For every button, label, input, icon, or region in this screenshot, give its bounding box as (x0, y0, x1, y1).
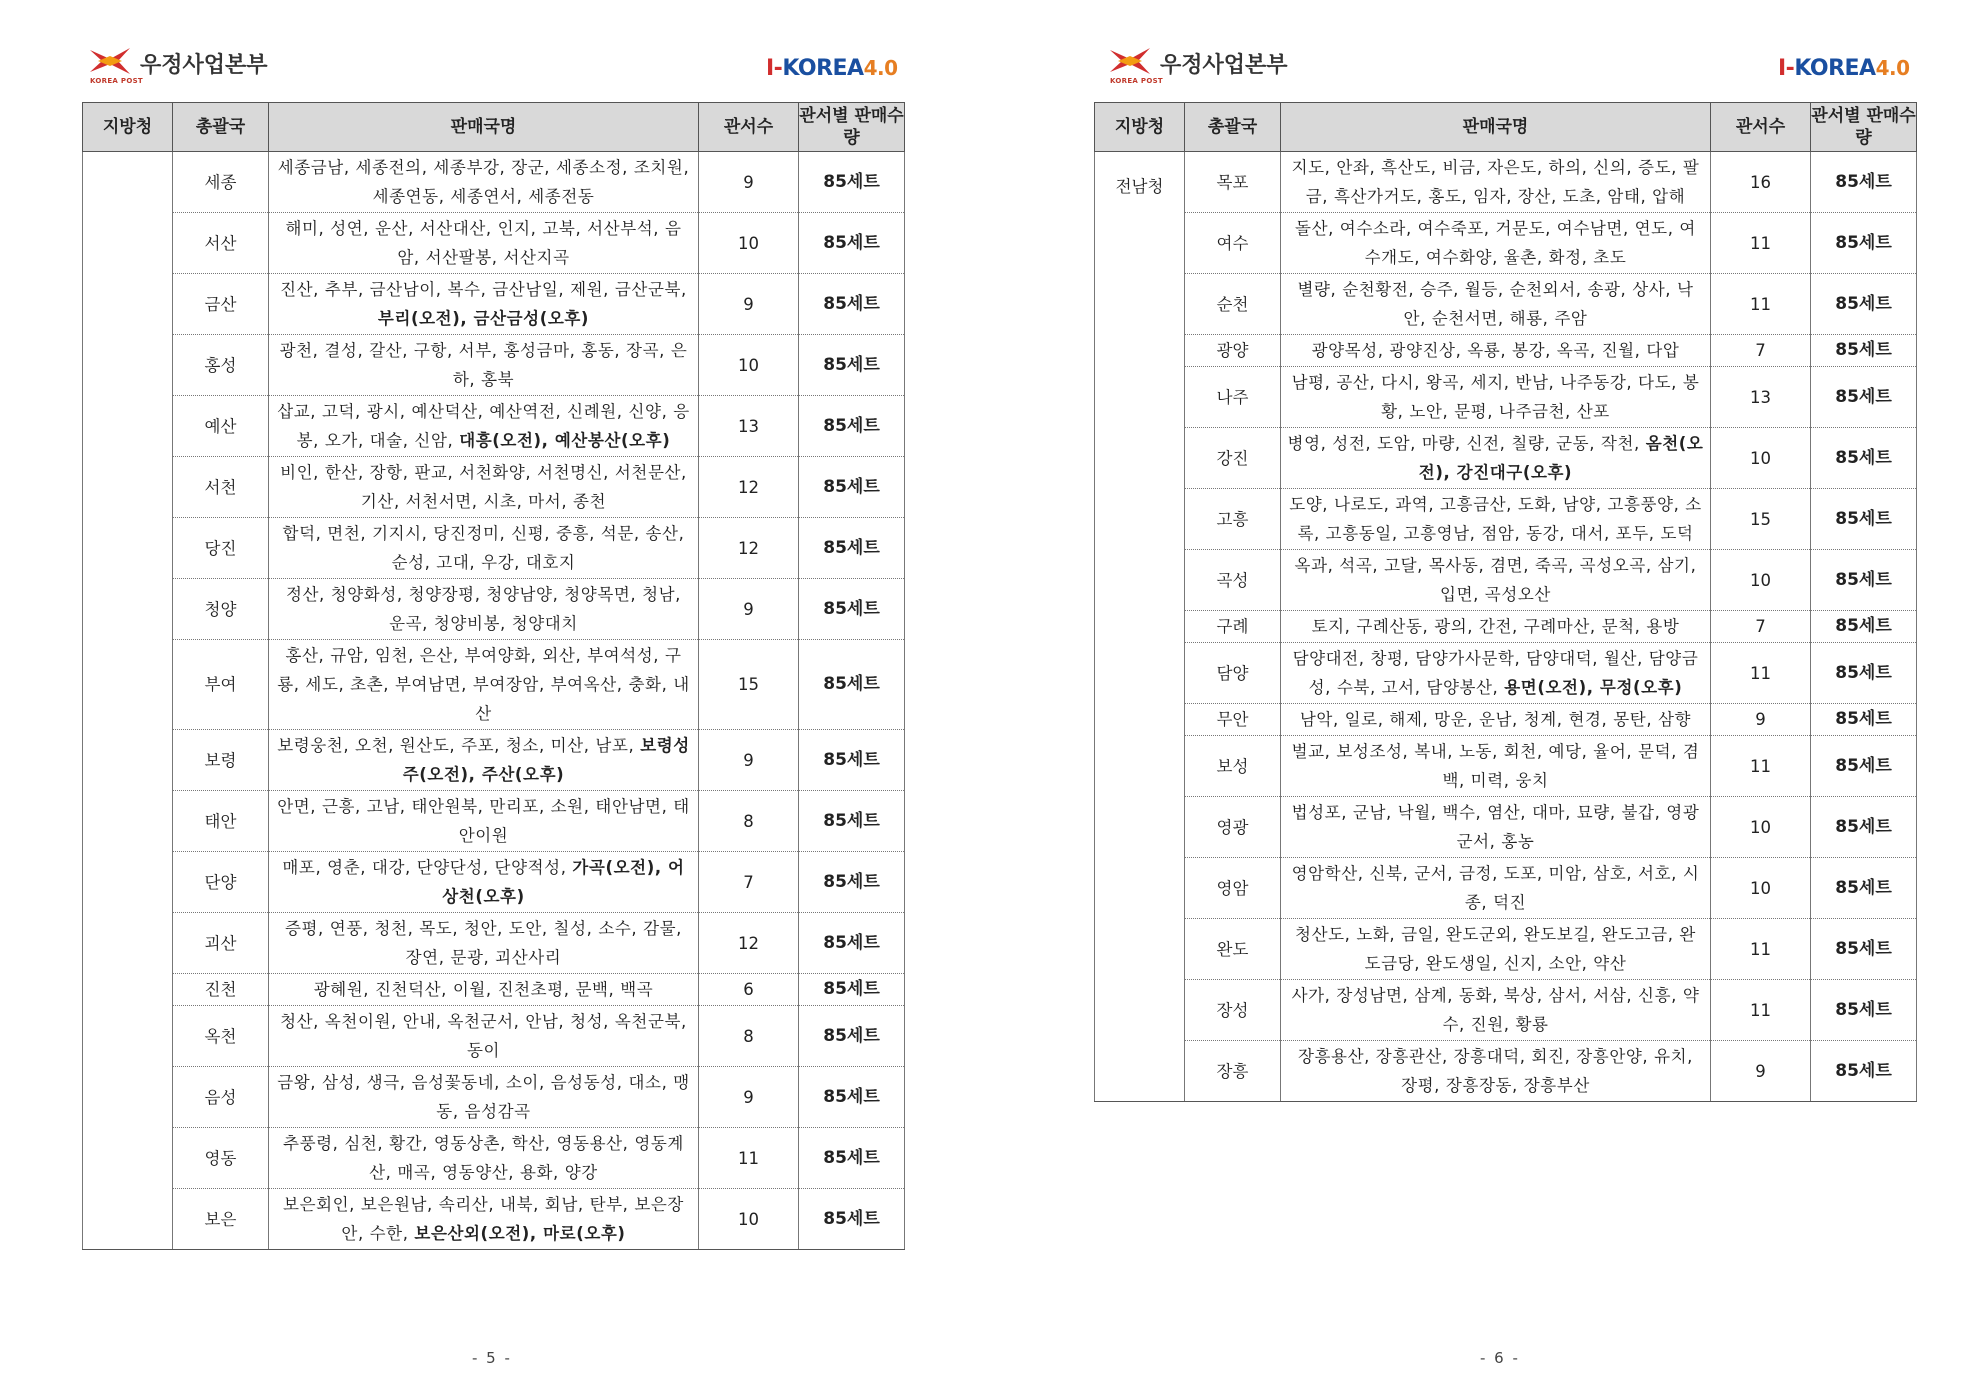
offices-text: 남평, 공산, 다시, 왕곡, 세지, 반남, 나주동강, 다도, 봉황, 노안, 문평, 나주금천, 산포 (1291, 373, 1700, 421)
hub-cell: 옥천 (173, 1006, 269, 1067)
hub-cell: 장성 (1185, 980, 1281, 1041)
offices-cell (1281, 858, 1711, 919)
count-cell: 12 (699, 518, 799, 579)
offices-text: 도양, 나로도, 과역, 고흥금산, 도화, 남양, 고흥풍양, 소록, 고흥동일, 고흥영남, 점암, 동강, 대서, 포두, 도덕 (1289, 495, 1702, 543)
offices-text: 지도, 안좌, 흑산도, 비금, 자은도, 하의, 신의, 증도, 팔금, 흑산가거도, 홍도, 임자, 장산, 도초, 암태, 압해 (1291, 158, 1700, 206)
table-row (83, 791, 905, 852)
offices-text: 보령웅천, 오천, 원산도, 주포, 청소, 미산, 남포, (277, 736, 641, 755)
hub-cell: 당진 (173, 518, 269, 579)
count-cell: 11 (699, 1128, 799, 1189)
table-row (83, 213, 905, 274)
count-cell: 8 (699, 1006, 799, 1067)
offices-cell (269, 791, 699, 852)
offices-cell (1281, 550, 1711, 611)
count-cell: 9 (699, 152, 799, 213)
hub-cell: 강진 (1185, 428, 1281, 489)
table-row (1095, 858, 1917, 919)
count-cell: 9 (699, 274, 799, 335)
count-cell: 6 (699, 974, 799, 1006)
count-cell: 10 (1711, 797, 1811, 858)
offices-cell (269, 913, 699, 974)
count-cell: 11 (1711, 213, 1811, 274)
table-row (83, 152, 905, 213)
offices-cell (269, 457, 699, 518)
table-row (1095, 367, 1917, 428)
qty-cell: 85세트 (1811, 704, 1917, 736)
offices-bold-text: 옴천(오전), 강진대구(오후) (1418, 434, 1704, 482)
hub-cell: 영동 (173, 1128, 269, 1189)
count-cell: 9 (699, 579, 799, 640)
qty-cell: 85세트 (799, 852, 905, 913)
offices-cell (1281, 643, 1711, 704)
offices-cell (269, 1189, 699, 1250)
count-cell: 10 (1711, 858, 1811, 919)
offices-text: 광양목성, 광양진상, 옥룡, 봉강, 옥곡, 진월, 다압 (1311, 341, 1680, 360)
offices-text: 병영, 성전, 도암, 마량, 신전, 칠량, 군동, 작천, (1287, 434, 1646, 453)
hub-cell: 순천 (1185, 274, 1281, 335)
count-cell: 16 (1711, 152, 1811, 213)
offices-cell (269, 1006, 699, 1067)
offices-text: 합덕, 면천, 기지시, 당진정미, 신평, 중흥, 석문, 송산, 순성, 고대, 우강, 대호지 (282, 524, 685, 572)
offices-text: 청산도, 노화, 금일, 완도군외, 완도보길, 완도고금, 완도금당, 완도생일, 신지, 소안, 약산 (1295, 925, 1696, 973)
qty-cell: 85세트 (1811, 274, 1917, 335)
offices-text: 홍산, 규암, 임천, 은산, 부여양화, 외산, 부여석성, 구룡, 세도, 초촌, 부여남면, 부여장암, 부여옥산, 충화, 내산 (277, 646, 690, 723)
hub-cell: 목포 (1185, 152, 1281, 213)
offices-text: 증평, 연풍, 청천, 목도, 청안, 도안, 칠성, 소수, 감물, 장연, 문광, 괴산사리 (284, 919, 683, 967)
table-row (1095, 428, 1917, 489)
count-cell: 7 (1711, 611, 1811, 643)
hub-cell: 고흥 (1185, 489, 1281, 550)
hub-cell: 예산 (173, 396, 269, 457)
count-cell: 15 (699, 640, 799, 730)
offices-cell (269, 152, 699, 213)
table-row (1095, 1041, 1917, 1102)
brand-word: KOREA (782, 56, 864, 81)
i-korea-logo (766, 56, 898, 81)
offices-cell (1281, 736, 1711, 797)
brand-word: KOREA (1794, 56, 1876, 81)
logo-name: 우정사업본부 (140, 53, 268, 78)
table-row (83, 852, 905, 913)
offices-cell (1281, 980, 1711, 1041)
count-cell: 11 (1711, 736, 1811, 797)
table-row (1095, 550, 1917, 611)
page-number: - 6 - (1480, 1349, 1520, 1367)
col-header-hub: 총괄국 (1185, 103, 1281, 152)
table-row (1095, 980, 1917, 1041)
table-row (83, 396, 905, 457)
hub-cell: 여수 (1185, 213, 1281, 274)
brand-version: 4.0 (863, 56, 898, 80)
offices-bold-text: 가곡(오전), 어상천(오후) (442, 858, 685, 906)
offices-cell (1281, 704, 1711, 736)
count-cell: 10 (699, 335, 799, 396)
table-row (1095, 643, 1917, 704)
hub-cell: 세종 (173, 152, 269, 213)
brand-prefix: I- (766, 56, 783, 81)
qty-cell: 85세트 (799, 913, 905, 974)
table-row (1095, 797, 1917, 858)
qty-cell: 85세트 (799, 640, 905, 730)
hub-cell: 보령 (173, 730, 269, 791)
qty-cell: 85세트 (799, 1067, 905, 1128)
count-cell: 11 (1711, 980, 1811, 1041)
brand-prefix: I- (1778, 56, 1795, 81)
offices-cell (1281, 213, 1711, 274)
qty-cell: 85세트 (799, 1128, 905, 1189)
hub-cell: 서산 (173, 213, 269, 274)
col-header-qty: 관서별 판매수량 (799, 103, 905, 152)
qty-cell: 85세트 (1811, 428, 1917, 489)
qty-cell: 85세트 (1811, 980, 1917, 1041)
table-row (1095, 736, 1917, 797)
table-row (83, 1189, 905, 1250)
count-cell: 9 (699, 1067, 799, 1128)
qty-cell: 85세트 (1811, 489, 1917, 550)
count-cell: 11 (1711, 643, 1811, 704)
offices-text: 삽교, 고덕, 광시, 예산덕산, 예산역전, 신례원, 신양, 응봉, 오가, 대술, 신암, (277, 402, 690, 450)
offices-cell (1281, 152, 1711, 213)
col-header-offices: 판매국명 (1281, 103, 1711, 152)
hub-cell: 서천 (173, 457, 269, 518)
offices-text: 남악, 일로, 해제, 망운, 운남, 청계, 현경, 몽탄, 삼향 (1299, 710, 1692, 729)
count-cell: 10 (699, 1189, 799, 1250)
qty-cell: 85세트 (799, 1189, 905, 1250)
offices-cell (1281, 274, 1711, 335)
table-row (83, 1128, 905, 1189)
table-header-row (1095, 103, 1917, 152)
korea-post-logo (88, 44, 308, 94)
table-row (83, 640, 905, 730)
offices-cell (269, 1128, 699, 1189)
qty-cell: 85세트 (799, 974, 905, 1006)
hub-cell: 부여 (173, 640, 269, 730)
table-header-row (83, 103, 905, 152)
offices-text: 법성포, 군남, 낙월, 백수, 염산, 대마, 묘량, 불갑, 영광군서, 홍농 (1291, 803, 1700, 851)
offices-text: 벌교, 보성조성, 복내, 노동, 회천, 예당, 율어, 문덕, 겸백, 미력, 웅치 (1291, 742, 1700, 790)
col-header-region: 지방청 (1095, 103, 1185, 152)
offices-cell (269, 852, 699, 913)
qty-cell: 85세트 (1811, 643, 1917, 704)
hub-cell: 청양 (173, 579, 269, 640)
hub-cell: 무안 (1185, 704, 1281, 736)
hub-cell: 보은 (173, 1189, 269, 1250)
offices-text: 장흥용산, 장흥관산, 장흥대덕, 회진, 장흥안양, 유치, 장평, 장흥장동, 장흥부산 (1297, 1047, 1694, 1095)
count-cell: 10 (1711, 428, 1811, 489)
table-row (1095, 335, 1917, 367)
hub-cell: 음성 (173, 1067, 269, 1128)
col-header-count: 관서수 (1711, 103, 1811, 152)
hub-cell: 태안 (173, 791, 269, 852)
qty-cell: 85세트 (1811, 550, 1917, 611)
offices-cell (269, 274, 699, 335)
offices-cell (1281, 611, 1711, 643)
i-korea-logo (1778, 56, 1910, 81)
offices-text: 정산, 청양화성, 청양장평, 청양남양, 청양목면, 청남, 운곡, 청양비봉, 청양대치 (285, 585, 682, 633)
region-cell (83, 152, 173, 1250)
offices-cell (269, 579, 699, 640)
offices-cell (269, 213, 699, 274)
qty-cell: 85세트 (799, 274, 905, 335)
offices-text: 광혜원, 진천덕산, 이월, 진천초평, 문백, 백곡 (313, 980, 654, 999)
hub-cell: 완도 (1185, 919, 1281, 980)
offices-cell (269, 335, 699, 396)
offices-cell (1281, 797, 1711, 858)
hub-cell: 장흥 (1185, 1041, 1281, 1102)
hub-cell: 영암 (1185, 858, 1281, 919)
qty-cell: 85세트 (799, 457, 905, 518)
offices-cell (1281, 367, 1711, 428)
qty-cell: 85세트 (1811, 858, 1917, 919)
offices-text: 비인, 한산, 장항, 판교, 서천화양, 서천명신, 서천문산, 기산, 서천서면, 시초, 마서, 종천 (280, 463, 687, 511)
sales-table (1094, 102, 1917, 1102)
qty-cell: 85세트 (799, 1006, 905, 1067)
table-row (1095, 489, 1917, 550)
qty-cell: 85세트 (1811, 919, 1917, 980)
table-row (1095, 213, 1917, 274)
korea-post-emblem-icon (88, 46, 132, 76)
count-cell: 10 (699, 213, 799, 274)
count-cell: 9 (1711, 1041, 1811, 1102)
qty-cell: 85세트 (1811, 152, 1917, 213)
qty-cell: 85세트 (799, 730, 905, 791)
offices-bold-text: 대흥(오전), 예산봉산(오후) (459, 431, 671, 450)
hub-cell: 단양 (173, 852, 269, 913)
col-header-hub: 총괄국 (173, 103, 269, 152)
offices-cell (1281, 489, 1711, 550)
hub-cell: 광양 (1185, 335, 1281, 367)
offices-text: 안면, 근흥, 고남, 태안원북, 만리포, 소원, 태안남면, 태안이원 (277, 797, 690, 845)
qty-cell: 85세트 (1811, 367, 1917, 428)
count-cell: 15 (1711, 489, 1811, 550)
page-header (1108, 44, 1928, 96)
offices-text: 별량, 순천황전, 승주, 월등, 순천외서, 송광, 상사, 낙안, 순천서면, 해룡, 주암 (1297, 280, 1694, 328)
count-cell: 9 (1711, 704, 1811, 736)
logo-sub-text: KOREA POST (90, 77, 143, 85)
table-row (1095, 704, 1917, 736)
offices-text: 보은회인, 보은원남, 속리산, 내북, 회남, 탄부, 보은장안, 수한, (283, 1195, 684, 1243)
offices-text: 돌산, 여수소라, 여수죽포, 거문도, 여수남면, 연도, 여수개도, 여수화양, 율촌, 화정, 초도 (1295, 219, 1696, 267)
table-row (83, 457, 905, 518)
count-cell: 8 (699, 791, 799, 852)
offices-cell (269, 396, 699, 457)
offices-text: 옥과, 석곡, 고달, 목사동, 겸면, 죽곡, 곡성오곡, 삼기, 입면, 곡성오산 (1294, 556, 1697, 604)
table-row (83, 335, 905, 396)
page-header (88, 44, 908, 96)
offices-cell (269, 640, 699, 730)
table-row (1095, 274, 1917, 335)
count-cell: 13 (1711, 367, 1811, 428)
hub-cell: 곡성 (1185, 550, 1281, 611)
hub-cell: 괴산 (173, 913, 269, 974)
hub-cell: 영광 (1185, 797, 1281, 858)
offices-cell (269, 518, 699, 579)
offices-text: 매포, 영춘, 대강, 단양단성, 단양적성, (282, 858, 573, 877)
offices-cell (269, 1067, 699, 1128)
offices-text: 추풍령, 심천, 황간, 영동상촌, 학산, 영동용산, 영동계산, 매곡, 영동양산, 용화, 양강 (283, 1134, 684, 1182)
qty-cell: 85세트 (1811, 736, 1917, 797)
offices-text: 진산, 추부, 금산남이, 복수, 금산남일, 제원, 금산군북, (280, 280, 687, 299)
col-header-qty: 관서별 판매수량 (1811, 103, 1917, 152)
offices-bold-text: 용면(오전), 무정(오후) (1504, 678, 1683, 697)
table-row (83, 974, 905, 1006)
logo-name: 우정사업본부 (1160, 53, 1288, 78)
offices-text: 담양대전, 창평, 담양가사문학, 담양대덕, 월산, 담양금성, 수북, 고서, 담양봉산, (1292, 649, 1699, 697)
table-row (1095, 611, 1917, 643)
qty-cell: 85세트 (799, 213, 905, 274)
page-6 (1000, 0, 1964, 1386)
offices-text: 금왕, 삼성, 생극, 음성꽃동네, 소이, 음성동성, 대소, 맹동, 음성감곡 (277, 1073, 690, 1121)
qty-cell: 85세트 (799, 152, 905, 213)
count-cell: 10 (1711, 550, 1811, 611)
col-header-region: 지방청 (83, 103, 173, 152)
count-cell: 9 (699, 730, 799, 791)
qty-cell: 85세트 (1811, 797, 1917, 858)
offices-bold-text: 보령성주(오전), 주산(오후) (402, 736, 690, 784)
page-number: - 5 - (472, 1349, 512, 1367)
offices-text: 영암학산, 신북, 군서, 금정, 도포, 미암, 삼호, 서호, 시종, 덕진 (1291, 864, 1700, 912)
hub-cell: 구례 (1185, 611, 1281, 643)
count-cell: 11 (1711, 274, 1811, 335)
count-cell: 12 (699, 457, 799, 518)
region-cell: 전남청 (1095, 152, 1185, 1102)
qty-cell: 85세트 (799, 791, 905, 852)
offices-text: 광천, 결성, 갈산, 구항, 서부, 홍성금마, 홍동, 장곡, 은하, 홍북 (279, 341, 688, 389)
count-cell: 11 (1711, 919, 1811, 980)
qty-cell: 85세트 (1811, 611, 1917, 643)
table-row (83, 579, 905, 640)
hub-cell: 보성 (1185, 736, 1281, 797)
count-cell: 7 (699, 852, 799, 913)
qty-cell: 85세트 (1811, 1041, 1917, 1102)
count-cell: 13 (699, 396, 799, 457)
offices-text: 세종금남, 세종전의, 세종부강, 장군, 세종소정, 조치원, 세종연동, 세종연서, 세종전동 (277, 158, 690, 206)
offices-bold-text: 부리(오전), 금산금성(오후) (377, 309, 590, 328)
table-row (83, 1006, 905, 1067)
hub-cell: 진천 (173, 974, 269, 1006)
count-cell: 12 (699, 913, 799, 974)
table-row (1095, 152, 1917, 213)
offices-cell (1281, 335, 1711, 367)
hub-cell: 홍성 (173, 335, 269, 396)
offices-cell (1281, 1041, 1711, 1102)
table-row (83, 274, 905, 335)
table-row (83, 730, 905, 791)
offices-cell (1281, 919, 1711, 980)
sales-table (82, 102, 905, 1250)
logo-sub-text: KOREA POST (1110, 77, 1163, 85)
table-row (1095, 919, 1917, 980)
offices-cell (269, 974, 699, 1006)
table-row (83, 518, 905, 579)
offices-text: 사가, 장성남면, 삼계, 동화, 북상, 삼서, 서삼, 신흥, 약수, 진원, 황룡 (1291, 986, 1700, 1034)
count-cell: 7 (1711, 335, 1811, 367)
qty-cell: 85세트 (799, 335, 905, 396)
col-header-offices: 판매국명 (269, 103, 699, 152)
qty-cell: 85세트 (799, 396, 905, 457)
offices-cell (1281, 428, 1711, 489)
offices-cell (269, 730, 699, 791)
table-row (83, 1067, 905, 1128)
offices-text: 토지, 구례산동, 광의, 간전, 구례마산, 문척, 용방 (1311, 617, 1680, 636)
hub-cell: 담양 (1185, 643, 1281, 704)
col-header-count: 관서수 (699, 103, 799, 152)
offices-text: 청산, 옥천이원, 안내, 옥천군서, 안남, 청성, 옥천군북, 동이 (280, 1012, 687, 1060)
offices-text: 해미, 성연, 운산, 서산대산, 인지, 고북, 서산부석, 음암, 서산팔봉, 서산지곡 (285, 219, 682, 267)
korea-post-logo (1108, 44, 1328, 94)
brand-version: 4.0 (1875, 56, 1910, 80)
qty-cell: 85세트 (1811, 213, 1917, 274)
qty-cell: 85세트 (799, 579, 905, 640)
table-row (83, 913, 905, 974)
offices-bold-text: 보은산외(오전), 마로(오후) (414, 1224, 626, 1243)
korea-post-emblem-icon (1108, 46, 1152, 76)
hub-cell: 금산 (173, 274, 269, 335)
hub-cell: 나주 (1185, 367, 1281, 428)
qty-cell: 85세트 (799, 518, 905, 579)
qty-cell: 85세트 (1811, 335, 1917, 367)
